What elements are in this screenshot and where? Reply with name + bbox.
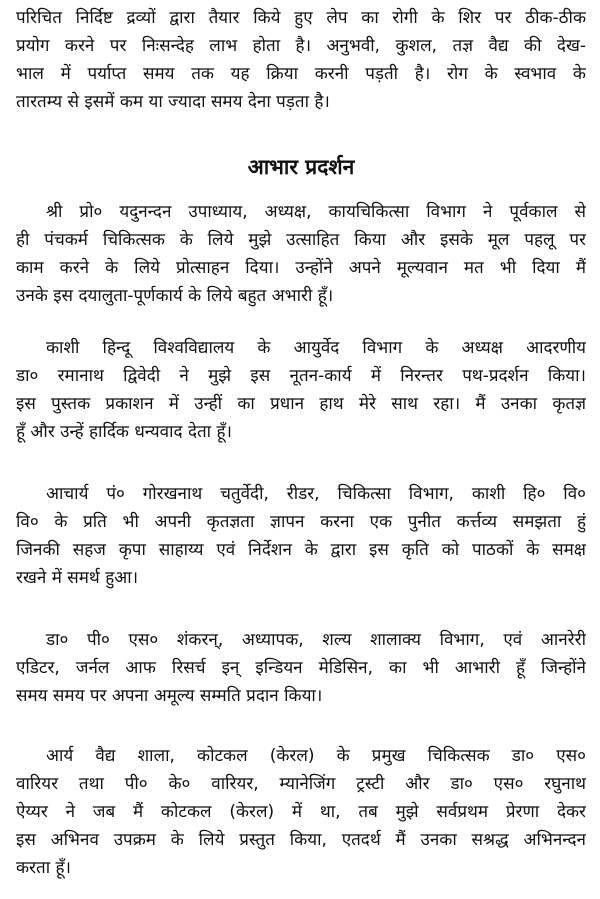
text-line: वारियर तथा पी० के० वारियर, म्यानेजिंग ट्रस्टी और डा० एस० रघुनाथ <box>16 774 586 794</box>
text-line: आर्य वैद्य शाला, कोटकल (केरल) के प्रमुख चिकित्सक डा० एस० <box>46 746 586 766</box>
paragraph-2 <box>16 334 586 446</box>
intro-paragraph <box>16 4 586 116</box>
section-heading: आभार प्रदर्शन <box>247 155 355 179</box>
text-line: डा० रमानाथ द्विवेदी ने मुझे इस नूतन-कार्य में निरन्तर पथ-प्रदर्शन किया। <box>16 366 586 386</box>
text-line: ही पंचकर्म चिकित्सक के लिये मुझे उत्साहित किया और इसके मूल पहलू पर <box>16 230 586 250</box>
text-line: परिचित निर्दिष्ट द्रव्यों द्वारा तैयार किये हुए लेप का रोगी के शिर पर ठीक-ठीक <box>16 8 586 28</box>
text-line: भाल में पर्याप्त समय तक यह क्रिया करनी पड़ती है। रोग के स्वभाव के <box>16 64 586 84</box>
text-line: रखने में समर्थ हुआ। <box>16 568 139 588</box>
text-line: इस अभिनव उपक्रम के लिये प्रस्तुत किया, एतदर्थ मैं उनका सश्रद्ध अभिनन्दन <box>16 830 586 850</box>
text-line: करता हूँ। <box>16 858 71 878</box>
text-line: जिनकी सहज कृपा साहाय्य एवं निर्देशन के द्वारा इस कृति को पाठकों के समक्ष <box>16 540 586 560</box>
text-line: एडिटर, जर्नल आफ रिसर्च इन् इन्डियन मेडिसिन, का भी आभारी हूँ जिन्होंने <box>16 658 586 678</box>
text-line: उनके इस दयालुता-पूर्णकार्य के लिये बहुत अभारी हूँ। <box>16 286 334 306</box>
text-line: आचार्य पं० गोरखनाथ चतुर्वेदी, रीडर, चिकित्सा विभाग, काशी हि० वि० <box>46 484 586 504</box>
text-line: काम करने के लिये प्रोत्साहन दिया। उन्होंने अपने मूल्यवान मत भी दिया मैं <box>16 258 586 278</box>
text-line: हूँ और उन्हें हार्दिक धन्यवाद देता हूँ। <box>16 422 232 442</box>
text-line: प्रयोग करने पर निःसन्देह लाभ होता है। अनुभवी, कुशल, तज्ञ वैद्य की देख- <box>16 36 586 56</box>
paragraph-1 <box>16 198 586 310</box>
text-line: काशी हिन्दू विश्वविद्यालय के आयुर्वेद विभाग के अध्यक्ष आदरणीय <box>46 338 586 358</box>
text-line: तारतम्य से इसमें कम या ज्यादा समय देना पड़ता है। <box>16 92 330 112</box>
paragraph-4 <box>16 626 586 710</box>
text-line: इस पुस्तक प्रकाशन में उन्हीं का प्रधान हाथ मेरे साथ रहा। मैं उनका कृतज्ञ <box>16 394 586 414</box>
text-line: ऐय्यर ने जब मैं कोटकल (केरल) में था, तब मुझे सर्वप्रथम प्रेरणा देकर <box>16 802 586 822</box>
text-line: समय समय पर अपना अमूल्य सम्मति प्रदान किया। <box>16 686 323 706</box>
paragraph-5 <box>16 742 586 882</box>
document-page <box>16 4 586 894</box>
text-line: डा० पी० एस० शंकरन्, अध्यापक, शल्य शालाक्य विभाग, एवं आनरेरी <box>46 630 586 650</box>
text-line: वि० के प्रति भी अपनी कृतज्ञता ज्ञापन करना एक पुनीत कर्त्तव्य समझता हुं <box>16 512 586 532</box>
text-line: श्री प्रो० यदुनन्दन उपाध्याय, अध्यक्ष, कायचिकित्सा विभाग ने पूर्वकाल से <box>46 202 586 222</box>
paragraph-3 <box>16 480 586 592</box>
